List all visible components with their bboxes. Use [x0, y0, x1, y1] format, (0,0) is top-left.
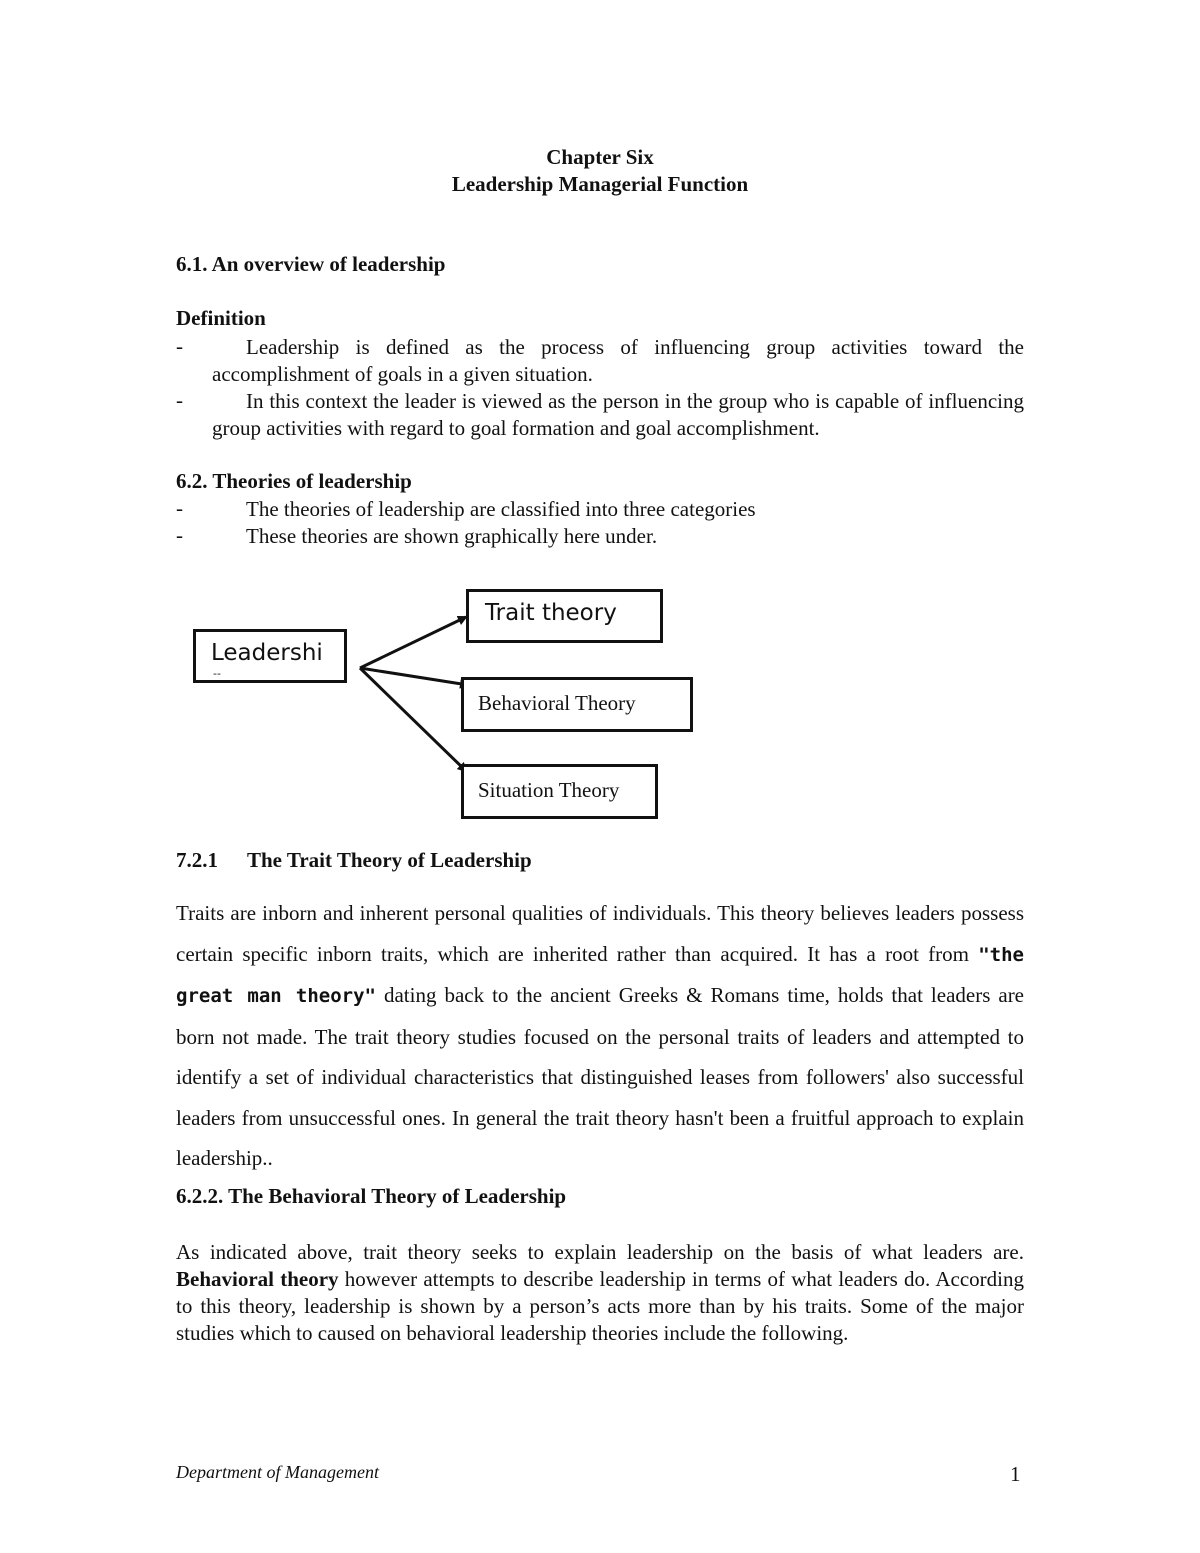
- theories-bullet-2-text: These theories are shown graphically here under.: [246, 524, 658, 548]
- definition-bullet-2-text: In this context the leader is viewed as the person in the group who is capable of influencing group activities with regard to goal formation and goal accomplishment.: [212, 389, 1024, 440]
- section-6-2-2-heading: 6.2.2. The Behavioral Theory of Leadership: [176, 1184, 567, 1208]
- theories-bullet-1-text: The theories of leadership are classified into three categories: [246, 497, 756, 521]
- trait-theory-box: [466, 589, 663, 643]
- footer-department: Department of Management: [176, 1462, 379, 1482]
- arrow-to-behavioral: [360, 668, 468, 685]
- section-6-1-heading: 6.1. An overview of leadership: [176, 252, 446, 276]
- theories-bullet-1: [212, 496, 1024, 523]
- situation-theory-label: Situation Theory: [478, 778, 620, 802]
- arrow-to-trait: [360, 617, 466, 668]
- behavioral-theory-emphasis: Behavioral theory: [176, 1267, 339, 1291]
- definition-bullet-2: [212, 388, 1024, 442]
- definition-bullet-1: [212, 334, 1024, 388]
- great-man-theory-emphasis: "the great man theory": [176, 943, 1024, 1007]
- leadership-box-suffix: --: [213, 667, 221, 680]
- trait-para-text-2: dating back to the ancient Greeks & Romans time, holds that leaders are born not made. The trait theory studies focused on the personal traits of leaders and attempted to identify a set of individual characteristics that distinguished leases from followers' also successful leaders from unsuccessful ones. In general the trait theory hasn't been a fruitful approach to explain leadership..: [176, 983, 1025, 1170]
- bullet-dash: -: [176, 496, 183, 520]
- situation-theory-box: [461, 764, 658, 819]
- chapter-title: Chapter Six: [546, 145, 654, 169]
- trait-theory-paragraph: [176, 893, 1024, 1179]
- definition-bullet-1-text: Leadership is defined as the process of influencing group activities toward the accomplishment of goals in a given situation.: [212, 335, 1024, 386]
- section-7-2-1-number: 7.2.1: [176, 848, 218, 872]
- leadership-box-label: Leadershi: [211, 640, 323, 666]
- trait-para-text-1: Traits are inborn and inherent personal qualities of individuals. This theory believes leaders possess certain specific inborn traits, which are inherited rather than acquired. It has a root from: [176, 901, 1024, 966]
- chapter-subtitle: Leadership Managerial Function: [451, 172, 749, 196]
- behavioral-para-text-2: however attempts to describe leadership in terms of what leaders do. According to this theory, leadership is shown by a person’s acts more than by his traits. Some of the major studies which to caused on behavioral leadership theories include the following.: [176, 1267, 1024, 1345]
- bullet-dash: -: [176, 334, 183, 358]
- arrow-to-situation: [360, 668, 466, 771]
- behavioral-theory-paragraph: [176, 1239, 1024, 1347]
- behavioral-theory-label: Behavioral Theory: [478, 691, 636, 715]
- definition-heading: Definition: [176, 306, 266, 330]
- theories-bullet-2: [212, 523, 1024, 550]
- bullet-dash: -: [176, 523, 183, 547]
- behavioral-theory-box: [461, 677, 693, 732]
- footer-page-number: 1: [1010, 1462, 1021, 1486]
- section-7-2-1-heading: The Trait Theory of Leadership: [247, 848, 532, 872]
- leadership-box: [193, 629, 347, 683]
- bullet-dash: -: [176, 388, 183, 412]
- section-6-2-heading: 6.2. Theories of leadership: [176, 469, 412, 493]
- behavioral-para-text-1: As indicated above, trait theory seeks to explain leadership on the basis of what leaders are.: [176, 1240, 1024, 1264]
- trait-theory-label: Trait theory: [485, 600, 617, 626]
